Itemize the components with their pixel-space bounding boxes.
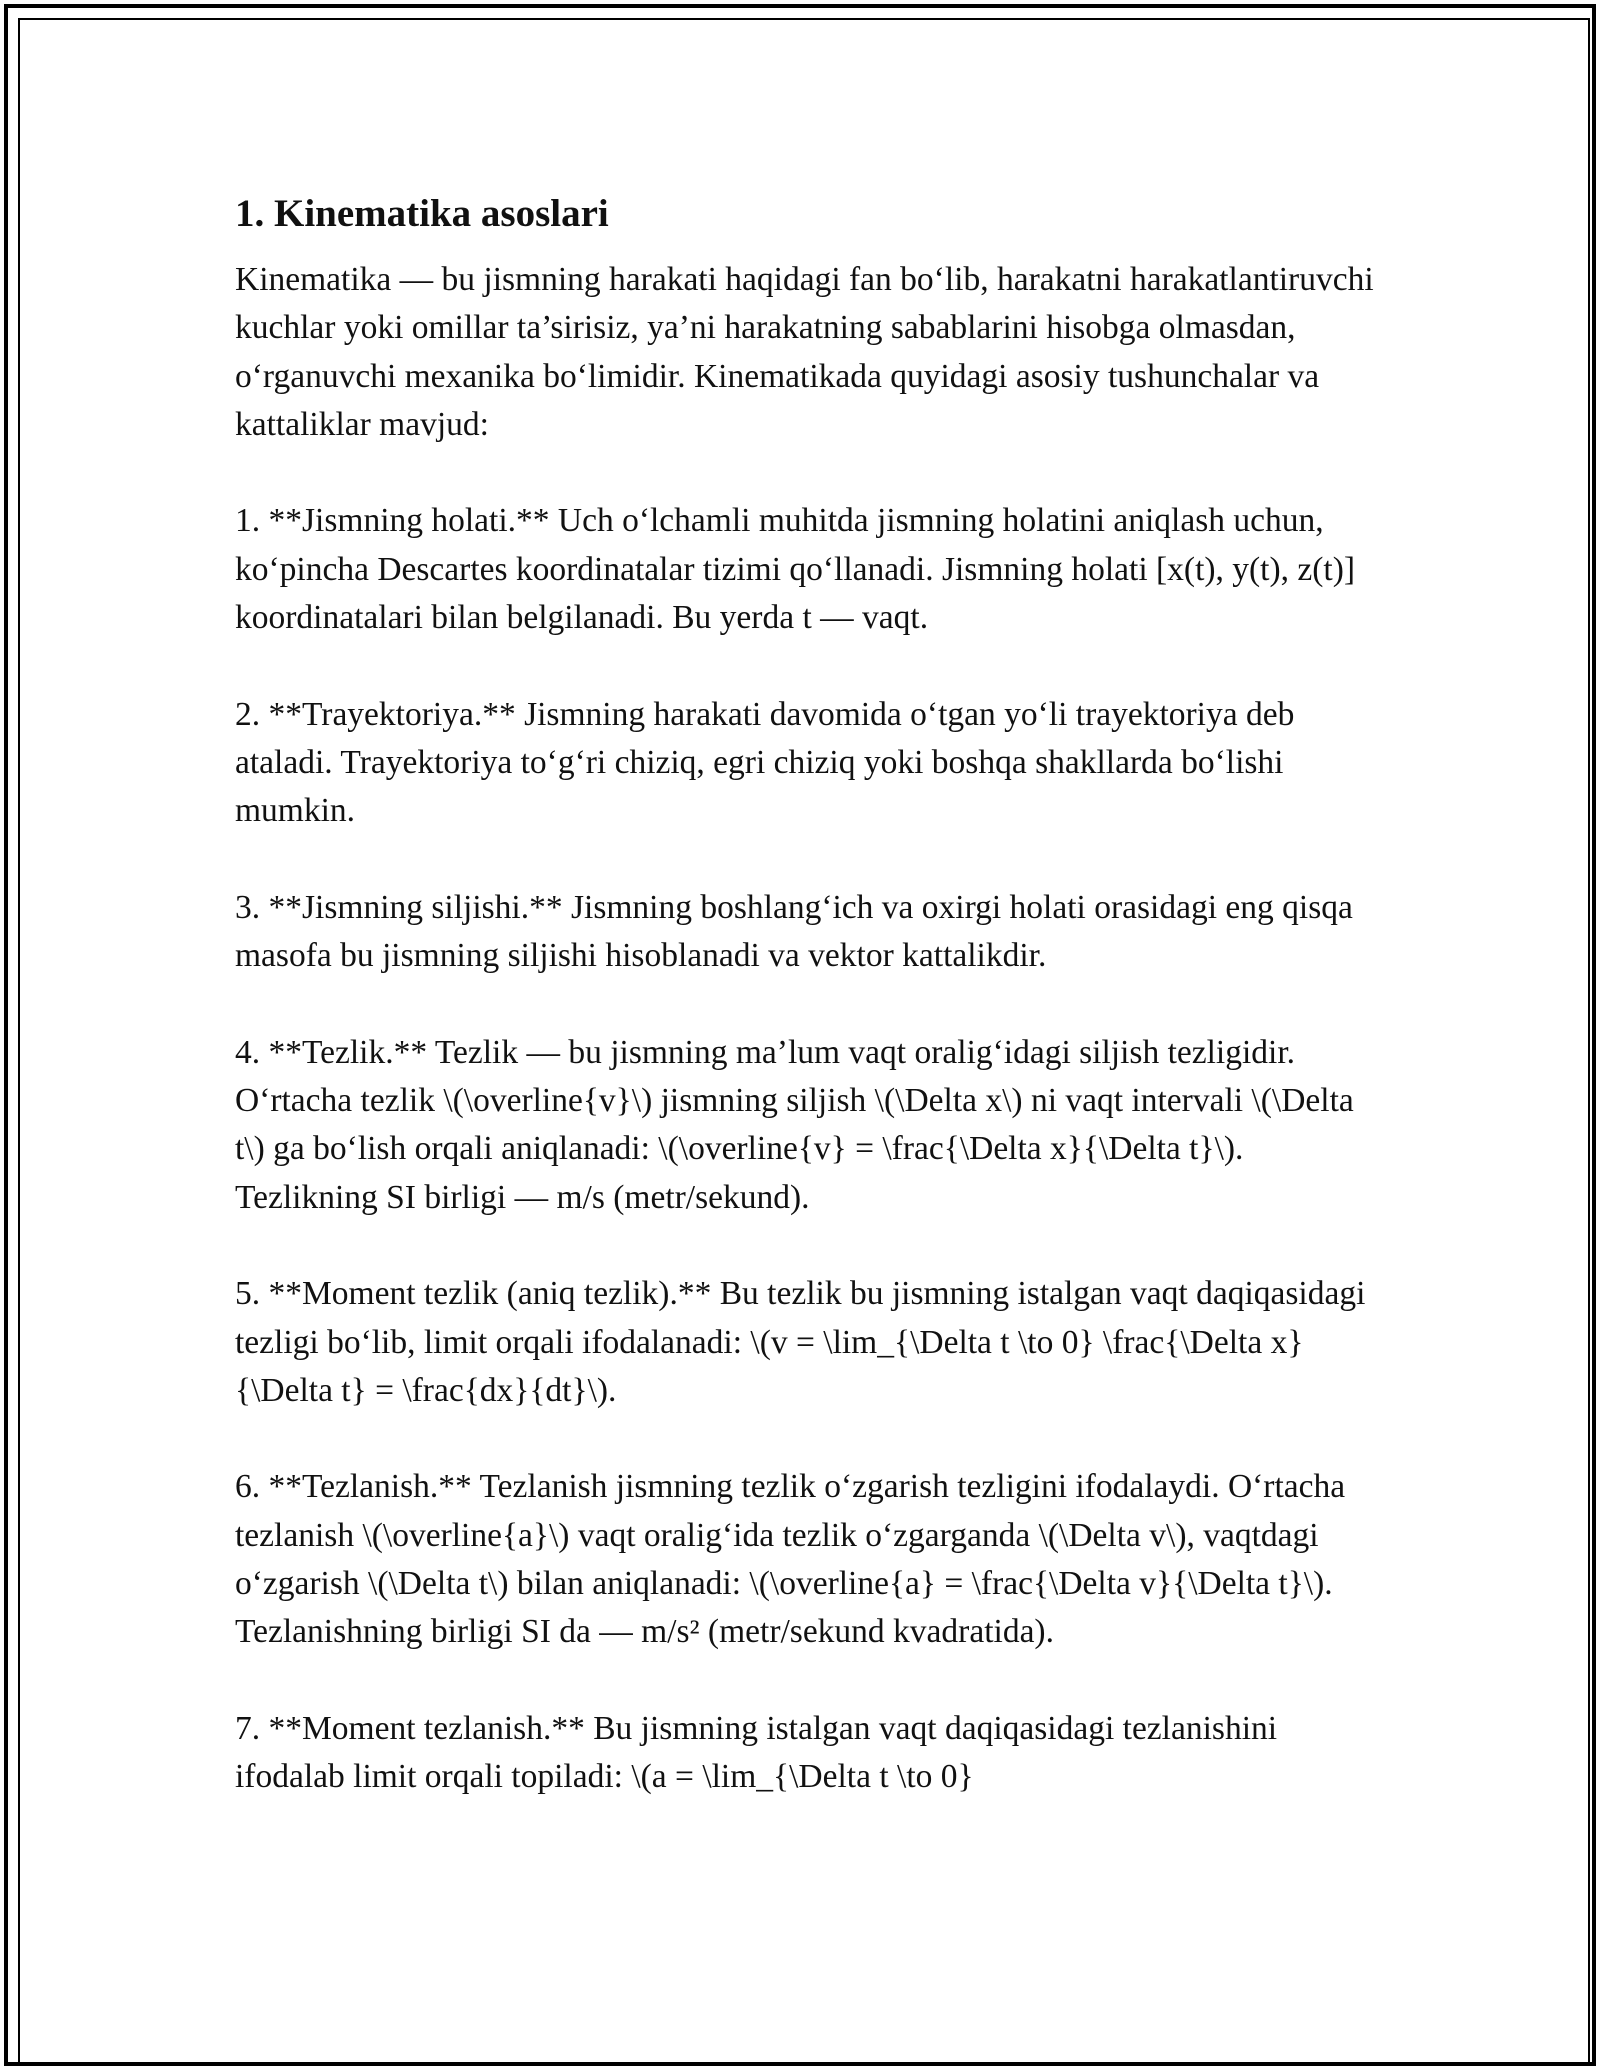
section-heading: 1. Kinematika asoslari: [235, 192, 609, 235]
paragraph-acceleration: 6. **Tezlanish.** Tezlanish jismning tezlik o‘zgarish tezligini ifodalaydi. O‘rtacha tezlanish \(\overline{a}\) vaqt oralig‘ida tezlik o‘zgarganda \(\Delta v\), vaqtdagi o‘zgarish \(\Delta t\) bilan aniqlanadi: \(\overline{a} = \frac{\Delta v}{\Delta t}\). Tezlanishning birligi SI da — m/s² (metr/sekund kvadratida).: [235, 1468, 1346, 1651]
paragraph-displacement: 3. **Jismning siljishi.** Jismning boshlang‘ich va oxirgi holati orasidagi eng qisqa masofa bu jismning siljishi hisoblanadi va vektor kattalikdir.: [235, 888, 1353, 975]
intro-paragraph: Kinematika — bu jismning harakati haqidagi fan bo‘lib, harakatni harakatlantiruvchi kuchlar yoki omillar ta’sirisiz, ya’ni harakatning sabablarini hisobga olmasdan, o‘rganuvchi mexanika bo‘limidir. Kinematikada quyidagi asosiy tushunchalar va kattaliklar mavjud:: [235, 261, 1374, 443]
paragraph-instant-acceleration: 7. **Moment tezlanish.** Bu jismning istalgan vaqt daqiqasidagi tezlanishini ifodalab limit orqali topiladi: \(a = \lim_{\Delta t \to 0}: [235, 1709, 1278, 1796]
document-body: [235, 186, 1375, 1802]
paragraph-instant-velocity: 5. **Moment tezlik (aniq tezlik).** Bu tezlik bu jismning istalgan vaqt daqiqasidagi tezligi bo‘lib, limit orqali ifodalanadi: \(v = \lim_{\Delta t \to 0} \frac{\Delta x}{\Delta t} = \frac{dx}{dt}\).: [235, 1275, 1366, 1409]
paragraph-trajectory: 2. **Trayektoriya.** Jismning harakati davomida o‘tgan yo‘li trayektoriya deb ataladi. Trayektoriya to‘g‘ri chiziq, egri chiziq yoki boshqa shakllarda bo‘lishi mumkin.: [235, 695, 1295, 830]
paragraph-velocity: 4. **Tezlik.** Tezlik — bu jismning ma’lum vaqt oralig‘idagi siljish tezligidir. O‘rtacha tezlik \(\overline{v}\) jismning siljish \(\Delta x\) ni vaqt intervali \(\Delta t\) ga bo‘lish orqali aniqlanadi: \(\overline{v} = \frac{\Delta x}{\Delta t}\). Tezlikning SI birligi — m/s (metr/sekund).: [235, 1033, 1354, 1216]
paragraph-position: 1. **Jismning holati.** Uch o‘lchamli muhitda jismning holatini aniqlash uchun, ko‘pincha Descartes koordinatalar tizimi qo‘llanadi. Jismning holati [x(t), y(t), z(t)] koordinatalari bilan belgilanadi. Bu yerda t — vaqt.: [235, 502, 1356, 637]
